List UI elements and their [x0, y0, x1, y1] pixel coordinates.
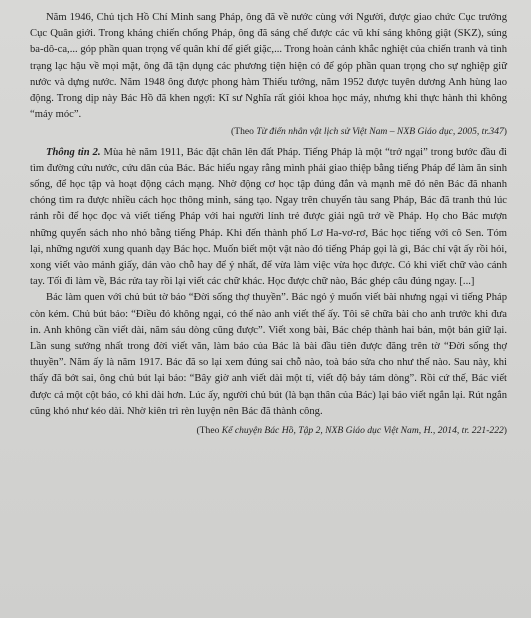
source-citation-2: [30, 423, 507, 439]
paragraph-3: Bác làm quen với chủ bút tờ báo “Đời sống thợ thuyền”. Bác ngỏ ý muốn viết bài nhưng ngại vì tiếng Pháp còn kém. Chủ bút bảo: “Điều đó không ngại, có thế nào anh viết thế ấy. Tôi sẽ chữa bài cho anh trước khi đưa in. Anh không cần viết dài, năm sáu dòng cũng được”. Viết xong bài, Bác chép thành hai bản, một bản giữ lại. Lần sung sướng nhất trong đời viết văn, làm báo của Bác là bài đầu tiên được đăng trên tờ “Đời sống thợ thuyền”. Năm ấy là năm 1917. Bác đã so lại xem đúng sai chỗ nào, toà báo sửa cho như thế nào. Sau này, khi thấy đã bớt sai, ông chủ bút lại bảo: “Bây giờ anh viết dài một tí, viết độ bảy tám dòng”. Rồi cứ thế, Bác viết được cả một cột báo, có khi dài hơn. Lúc ấy, người chủ bút (là bạn thân của Bác) lại bảo viết ngắn lại. Rút ngắn cũng khó như kéo dài. Nhờ kiên trì rèn luyện nên Bác đã thành công.: [30, 292, 507, 417]
citation-prefix: (Theo: [231, 126, 257, 138]
info-2-heading: Thông tin 2.: [46, 146, 101, 158]
spacer: [30, 420, 507, 422]
paragraph-2-text: Mùa hè năm 1911, Bác đặt chân lên đất Pháp. Tiếng Pháp là một “trở ngại” trong bước đầu đi tìm đường cứu nước, cứu dân của Bác. Bác hiểu ngay rằng mình phải giao thiệp bằng tiếng Pháp để làm ăn sinh sống, để học tập và hoạt động cách mạng. Nhờ động cơ học tập đúng đắn và mạnh mẽ đó nên Bác đã nhanh chóng tìm ra được nhiều cách học thông minh, sáng tạo. Ngay trên chuyến tàu sang Pháp, Bác đã tranh thủ lúc rảnh rỗi để học đọc và viết tiếng Pháp với hai người lính trẻ được giải ngũ trở về Pháp. Họ cho Bác mượn những quyển sách nho nhỏ bằng tiếng Pháp. Khi đến thành phố Lơ Ha-vơ-rơ, Bác học tiếng với cô Sen. Tóm lại, những người xung quanh dạy Bác học. Muốn biết một vật nào đó tiếng Pháp gọi là gì, Bác chỉ vật ấy rồi hỏi, xong viết vào mảnh giấy, dán vào chỗ hay để ý nhất, để vừa làm việc vừa học được. Có khi viết chữ vào cánh tay. Tối đi làm về, Bác rửa tay rồi lại viết các chữ khác. Học được chữ nào, Bác ghép câu đúng ngay. [...]: [30, 146, 507, 288]
citation-suffix: ): [503, 425, 507, 437]
citation-suffix: ): [503, 126, 507, 138]
citation-title: Từ điển nhân vật lịch sử Việt Nam – NXB Giáo dục, 2005, tr.347: [256, 126, 504, 138]
source-citation-1: [30, 124, 507, 140]
citation-prefix: (Theo: [196, 425, 222, 437]
paragraph-1: Năm 1946, Chủ tịch Hồ Chí Minh sang Pháp, ông đã về nước cùng với Người, được giao chức Cục trưởng Cục Quân giới. Trong kháng chiến chống Pháp, ông đã sáng chế được các vũ khí sáng không giật (SKZ), súng ba-dô-ca,... góp phần quan trọng vế quân khí để giết giặc,... Trong hoàn cảnh khắc nghiệt của chiến tranh và tình trạng lạc hậu về mọi mặt, ông đã tận dụng các phương tiện hiện có để góp phần quan trọng cho sự nghiệp giữ nước và dựng nước. Năm 1948 ông được phong hàm Thiếu tướng, năm 1952 được tuyên dương Anh hùng lao động. Trong dịp này Bác Hồ đã khen ngợi: Kĩ sư Nghĩa rất giỏi khoa học máy, nhưng khi thực hành thì không “máy móc”.: [30, 12, 507, 121]
citation-title: Kể chuyện Bác Hồ, Tập 2, NXB Giáo dục Việt Nam, H., 2014, tr. 221-222: [221, 425, 504, 437]
paragraph-2: [30, 145, 507, 291]
